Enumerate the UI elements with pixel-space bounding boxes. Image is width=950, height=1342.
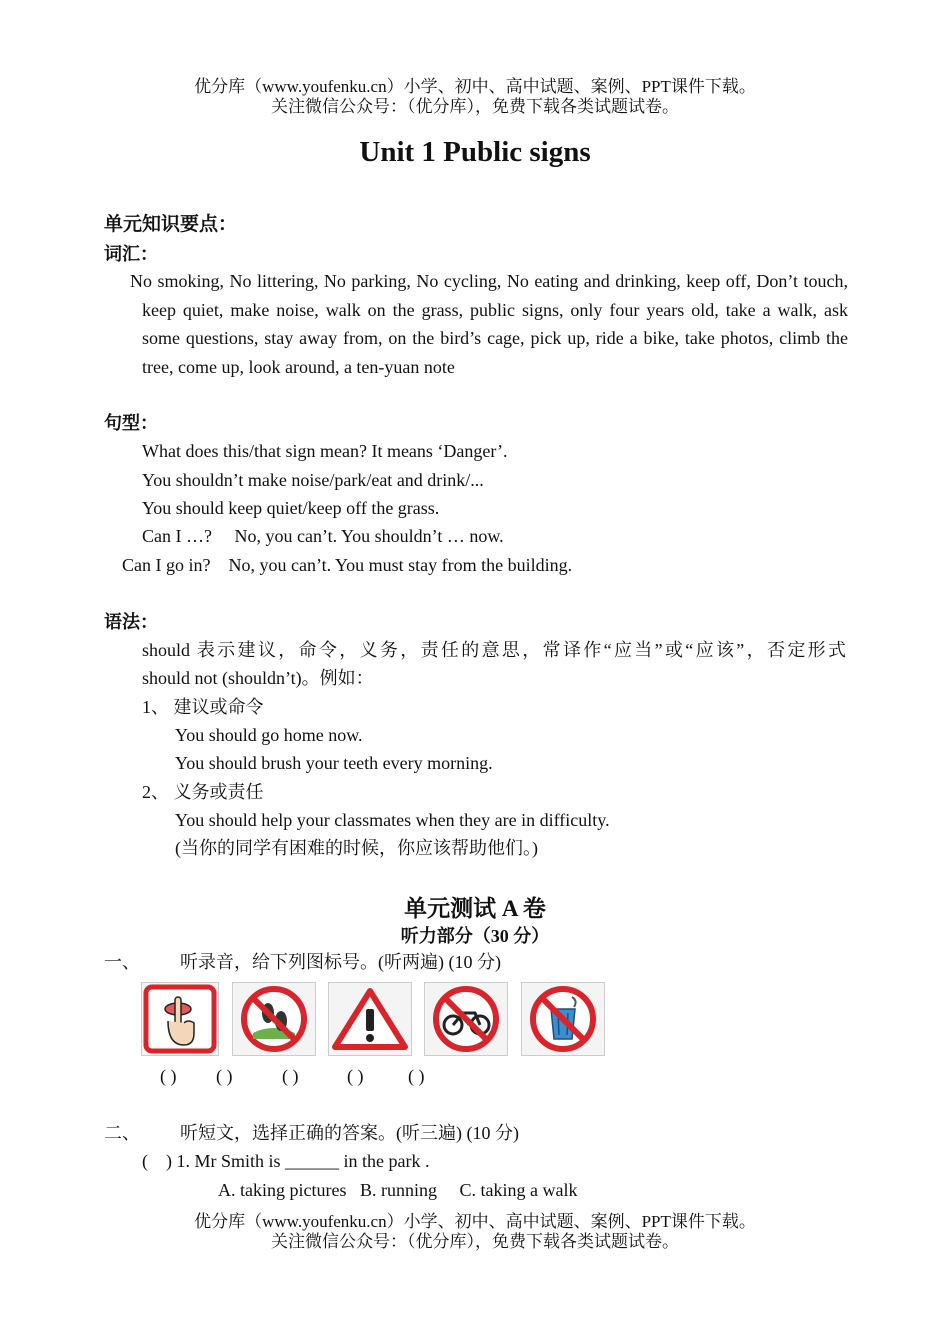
sentence-4: Can I …? No, you can’t. You shouldn’t … now. (142, 526, 504, 546)
header-line-1: 优分库（www.youfenku.cn）小学、初中、高中试题、案例、PPT课件下载。 (194, 77, 756, 96)
answer-blank-3[interactable]: ( ) (282, 1066, 299, 1086)
grammar-example-1: You should go home now. (175, 725, 363, 745)
sentence-5: Can I go in? No, you can’t. You must stay from the building. (122, 555, 573, 575)
answer-blank-5[interactable]: ( ) (408, 1066, 425, 1086)
answer-blank-1[interactable]: ( ) (160, 1066, 177, 1086)
vocab-text: No smoking, No littering, No parking, No cycling, No eating and drinking, keep off, Don’t touch, keep quiet, make noise, walk on the grass, public signs, only four years old, take a walk, ask some questions, stay away from, on the bird’s cage, pick up, ride a bike, take photos, climb the tree, come up, look around, a ten-yuan note (130, 271, 848, 377)
quiet-sign-icon (141, 982, 219, 1056)
grammar-example-4: (当你的同学有困难的时候，你应该帮助他们。) (175, 838, 538, 858)
footer-line-2: 关注微信公众号：（优分库），免费下载各类试题试卷。 (271, 1232, 679, 1251)
grammar-point-2: 2、 义务或责任 (142, 782, 264, 802)
vocab-label: 词汇： (104, 244, 158, 264)
no-walking-sign-icon (232, 982, 316, 1056)
grammar-example-3: You should help your classmates when they are in difficulty. (175, 810, 610, 830)
grammar-line-2: should not (shouldn’t)。例如： (142, 668, 374, 688)
question-2-item-1: ( ) 1. Mr Smith is ______ in the park . (142, 1151, 430, 1171)
question-1-text: 听录音，给下列图标号。(听两遍) (10 分) (180, 952, 501, 972)
test-title: 单元测试 A 卷 (404, 896, 546, 921)
danger-sign-icon (328, 982, 412, 1056)
question-2-text: 听短文，选择正确的答案。(听三遍) (10 分) (180, 1123, 519, 1143)
grammar-label: 语法： (104, 612, 158, 632)
question-1-number: 一、 (104, 952, 140, 972)
sentence-3: You should keep quiet/keep off the grass. (142, 498, 440, 518)
footer-line-1: 优分库（www.youfenku.cn）小学、初中、高中试题、案例、PPT课件下载。 (194, 1212, 756, 1231)
grammar-line-1: should 表示建议，命令，义务，责任的意思，常译作“应当”或“应该”，否定形式 (142, 640, 846, 660)
sentence-label: 句型： (104, 413, 158, 433)
sentence-2: You shouldn’t make noise/park/eat and drink/... (142, 470, 484, 490)
answer-blank-4[interactable]: ( ) (347, 1066, 364, 1086)
question-2-item-1-options: A. taking pictures B. running C. taking a walk (218, 1180, 578, 1200)
no-littering-sign-icon (521, 982, 605, 1056)
question-2-number: 二、 (104, 1123, 140, 1143)
listening-section: 听力部分（30 分） (400, 926, 550, 946)
page-title: Unit 1 Public signs (359, 136, 591, 168)
grammar-point-1: 1、 建议或命令 (142, 697, 264, 717)
answer-blank-2[interactable]: ( ) (216, 1066, 233, 1086)
sentence-1: What does this/that sign mean? It means ‘Danger’. (142, 441, 508, 461)
no-cycling-sign-icon (424, 982, 508, 1056)
grammar-example-2: You should brush your teeth every morning. (175, 753, 493, 773)
knowledge-heading: 单元知识要点： (104, 214, 238, 235)
header-line-2: 关注微信公众号：（优分库），免费下载各类试题试卷。 (271, 97, 679, 116)
